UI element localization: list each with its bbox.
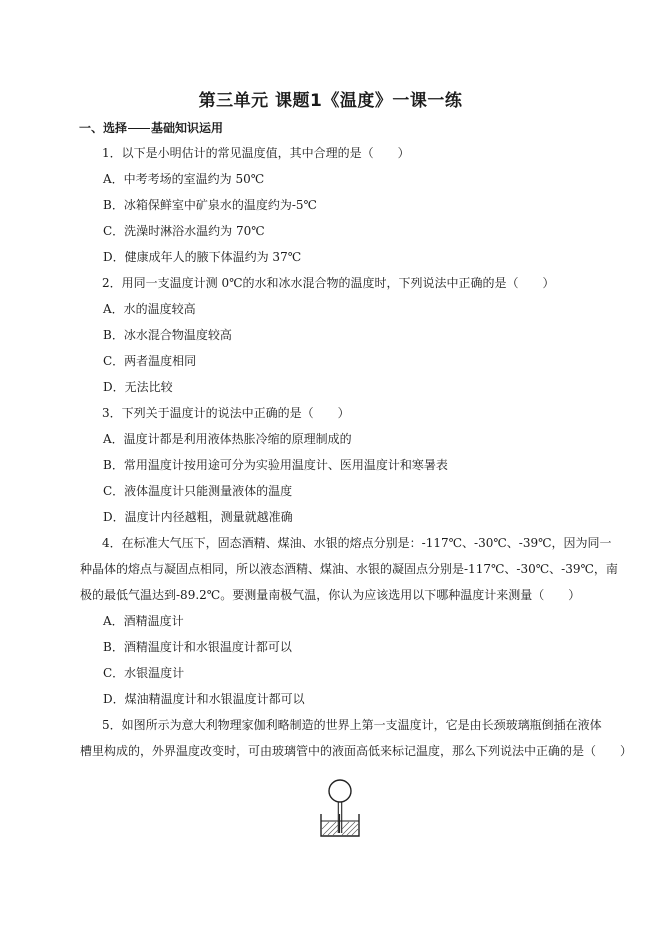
question-3-option-a: A．温度计都是利用液体热胀冷缩的原理制成的 <box>103 432 352 446</box>
question-5-stem-line-2: 槽里构成的，外界温度改变时，可由玻璃管中的液面高低来标记温度，那么下列说法中正确的是（ ） <box>80 744 633 758</box>
question-4-option-c: C．水银温度计 <box>103 666 185 680</box>
question-3-option-d: D．温度计内径越粗，测量就越准确 <box>103 510 293 524</box>
question-4-option-b: B．酒精温度计和水银温度计都可以 <box>103 640 292 654</box>
document-title: 第三单元 课题1《温度》一课一练 <box>198 91 463 111</box>
question-1-option-d: D．健康成年人的腋下体温约为 37℃ <box>103 250 302 264</box>
question-4-stem-line-2: 种晶体的熔点与凝固点相同，所以液态酒精、煤油、水银的凝固点分别是-117℃、-30℃、-39℃，南 <box>80 562 618 576</box>
glass-bulb <box>329 780 351 802</box>
question-1-option-c: C．洗澡时淋浴水温约为 70℃ <box>103 224 265 238</box>
question-3-option-c: C．液体温度计只能测量液体的温度 <box>103 484 293 498</box>
question-1-option-b: B．冰箱保鲜室中矿泉水的温度约为-5℃ <box>103 198 317 212</box>
question-5-stem-line-1: 5．如图所示为意大利物理家伽利略制造的世界上第一支温度计，它是由长颈玻璃瓶倒插在液体 <box>102 718 602 732</box>
question-4-stem-line-3: 极的最低气温达到-89.2℃。要测量南极气温，你认为应该选用以下哪种温度计来测量（ ） <box>80 588 581 602</box>
question-2-option-d: D．无法比较 <box>103 380 173 394</box>
question-4-stem-line-1: 4．在标准大气压下，固态酒精、煤油、水银的熔点分别是：-117℃、-30℃、-39℃，因为同一 <box>102 536 612 550</box>
section-suffix: 基础知识运用 <box>151 121 224 135</box>
question-3-stem: 3．下列关于温度计的说法中正确的是（ ） <box>102 406 350 420</box>
question-2-option-b: B．冰水混合物温度较高 <box>103 328 232 342</box>
question-1-option-a: A．中考考场的室温约为 50℃ <box>103 172 265 186</box>
question-2-option-a: A．水的温度较高 <box>103 302 196 316</box>
question-2-option-c: C．两者温度相同 <box>103 354 197 368</box>
question-4-option-d: D．煤油精温度计和水银温度计都可以 <box>103 692 305 706</box>
question-1-stem: 1．以下是小明估计的常见温度值，其中合理的是（ ） <box>102 146 410 160</box>
heading-rule <box>128 128 150 129</box>
section-heading <box>79 119 223 136</box>
thermoscope-figure <box>316 776 364 838</box>
question-3-option-b: B．常用温度计按用途可分为实验用温度计、医用温度计和寒暑表 <box>103 458 448 472</box>
question-2-stem: 2．用同一支温度计测 0℃的水和冰水混合物的温度时，下列说法中正确的是（ ） <box>102 276 555 290</box>
section-prefix: 一、选择 <box>79 121 128 135</box>
question-4-option-a: A．酒精温度计 <box>103 614 184 628</box>
